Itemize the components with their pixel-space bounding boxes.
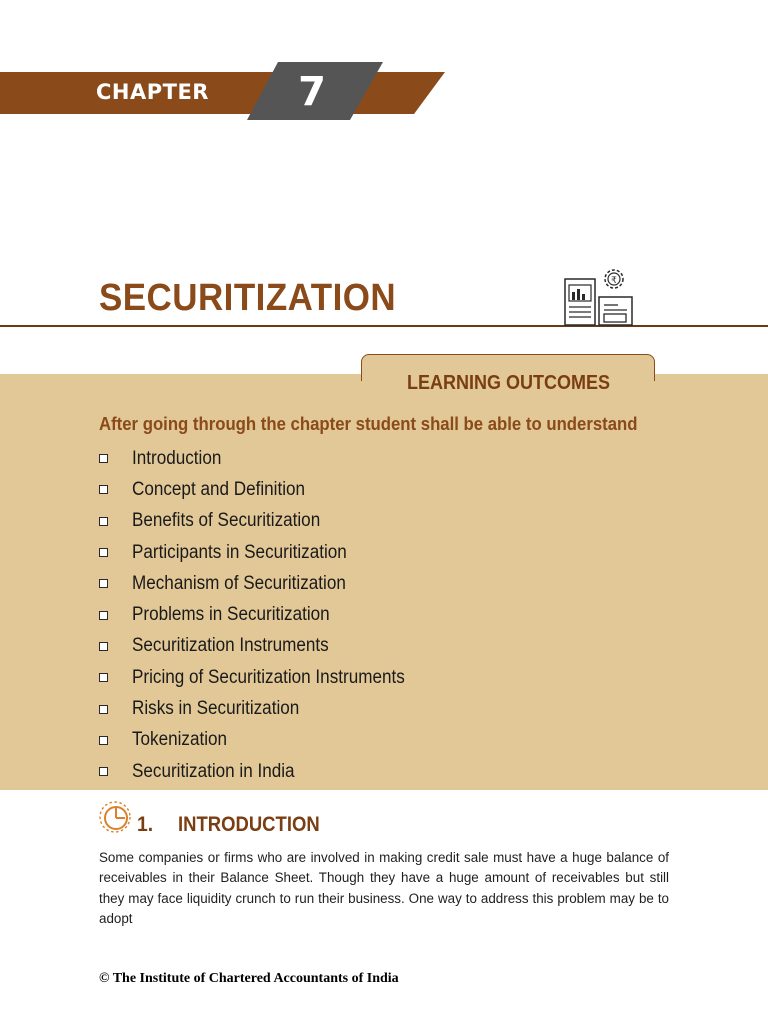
checkbox-icon <box>99 673 108 682</box>
chapter-banner <box>0 72 445 114</box>
checkbox-icon <box>99 736 108 745</box>
chapter-number: 7 <box>298 69 326 115</box>
list-item <box>99 537 435 568</box>
list-item <box>99 756 435 787</box>
checkbox-icon <box>99 767 108 776</box>
list-item-label: Benefits of Securitization <box>132 510 321 532</box>
list-item-label: Risks in Securitization <box>132 698 300 720</box>
section-number: 1. <box>137 813 154 836</box>
checkbox-icon <box>99 705 108 714</box>
list-item <box>99 568 435 599</box>
list-item-label: Pricing of Securitization Instruments <box>132 666 405 688</box>
list-item-label: Introduction <box>132 447 222 469</box>
list-item <box>99 474 435 505</box>
list-item <box>99 506 435 537</box>
checkbox-icon <box>99 517 108 526</box>
list-item-label: Concept and Definition <box>132 478 306 500</box>
list-item <box>99 693 435 724</box>
list-item <box>99 662 435 693</box>
learning-outcomes-list <box>99 443 435 787</box>
body-paragraph: Some companies or firms who are involved in making credit sale must have a huge balance of receivables in their Balance Sheet. Though they have a huge amount of receivables but still they may face liquidity crunch to run their business. One way to address this problem may be to adopt <box>99 850 669 926</box>
list-item <box>99 631 435 662</box>
document-chart-icon <box>562 265 636 327</box>
title-divider <box>0 325 768 327</box>
learning-outcomes-intro: After going through the chapter student shall be able to understand <box>99 414 638 434</box>
list-item-label: Mechanism of Securitization <box>132 572 346 594</box>
list-item <box>99 443 435 474</box>
checkbox-icon <box>99 579 108 588</box>
footer-copyright: © The Institute of Chartered Accountants of India <box>99 971 399 986</box>
list-item-label: Securitization Instruments <box>132 635 329 657</box>
page-title: SECURITIZATION <box>99 277 397 319</box>
checkbox-icon <box>99 485 108 494</box>
checkbox-icon <box>99 454 108 463</box>
list-item-label: Securitization in India <box>132 760 295 782</box>
chapter-label: CHAPTER <box>96 80 209 104</box>
checkbox-icon <box>99 642 108 651</box>
svg-text:₹: ₹ <box>611 276 617 286</box>
list-item <box>99 725 435 756</box>
pie-clock-icon <box>98 800 132 834</box>
list-item <box>99 599 435 630</box>
learning-outcomes-heading: LEARNING OUTCOMES <box>406 372 611 394</box>
list-item-label: Participants in Securitization <box>132 541 347 563</box>
list-item-label: Problems in Securitization <box>132 604 330 626</box>
list-item-label: Tokenization <box>132 729 228 751</box>
checkbox-icon <box>99 548 108 557</box>
checkbox-icon <box>99 611 108 620</box>
section-title: INTRODUCTION <box>178 813 320 836</box>
